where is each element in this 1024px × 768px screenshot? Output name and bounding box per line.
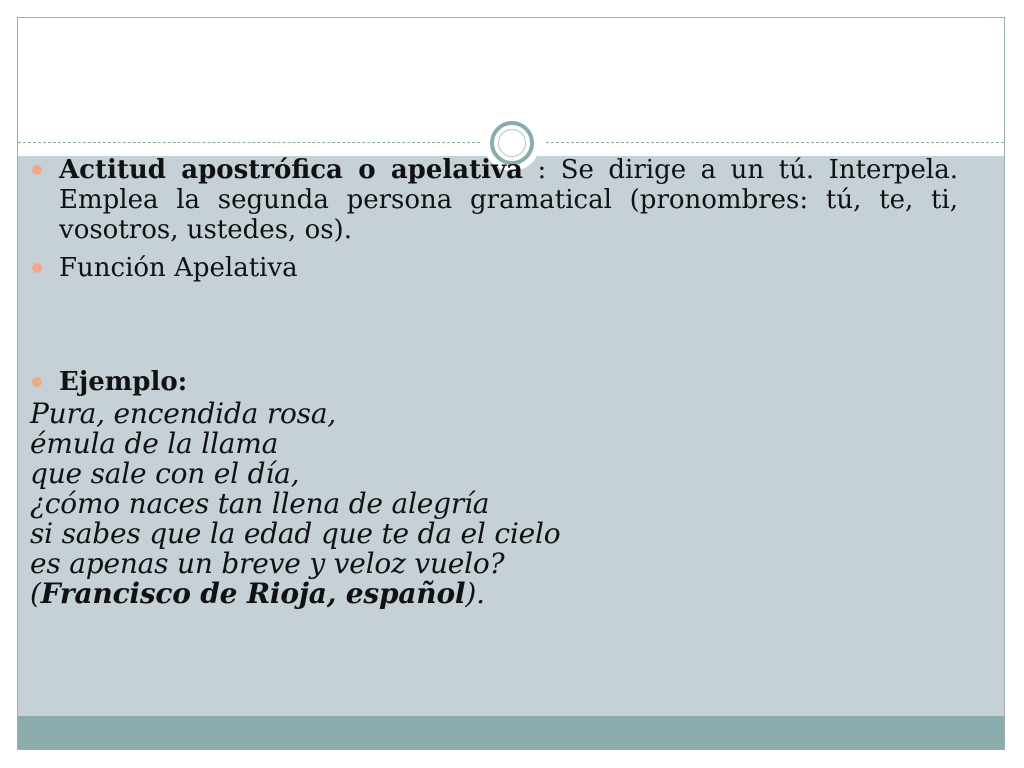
bullet-item-ejemplo <box>30 367 958 397</box>
header-divider-left <box>18 142 480 143</box>
attribution-author: Francisco de Rioja, español <box>40 577 466 610</box>
slide-footer-bar <box>18 716 1004 750</box>
bullet-dot-icon <box>32 377 42 387</box>
bullet-description: Se dirige a un tú. Interpela. Emplea la segunda persona gramatical (pronombres: tú, te, ti, vosotros, ustedes, os). <box>59 155 958 245</box>
poem-line: si sabes que la edad que te da el cielo <box>30 517 561 550</box>
bullet-item-actitud <box>30 155 958 245</box>
bullet-item-funcion <box>30 253 958 283</box>
attribution-open-paren: ( <box>30 577 41 610</box>
poem-line: que sale con el día, <box>30 457 300 490</box>
poem-line: ¿cómo naces tan llena de alegría <box>30 487 490 520</box>
poem-line: Pura, encendida rosa, <box>30 397 337 430</box>
bullet-separator: : <box>522 155 561 185</box>
bullet-term: Actitud apostrófica o apelativa <box>59 155 523 185</box>
poem <box>30 399 958 609</box>
header-divider-right <box>546 142 1004 143</box>
attribution-close-paren: ). <box>465 577 485 610</box>
poem-line: es apenas un breve y veloz vuelo? <box>30 547 505 580</box>
poem-attribution <box>30 579 958 609</box>
bullet-text: Función Apelativa <box>59 253 298 283</box>
poem-line: émula de la llama <box>30 427 279 460</box>
slide-text-body <box>30 155 958 609</box>
bullet-text: Ejemplo: <box>59 367 188 397</box>
bullet-dot-icon <box>32 263 42 273</box>
bullet-dot-icon <box>32 165 42 175</box>
circle-ornament-inner <box>498 129 526 157</box>
